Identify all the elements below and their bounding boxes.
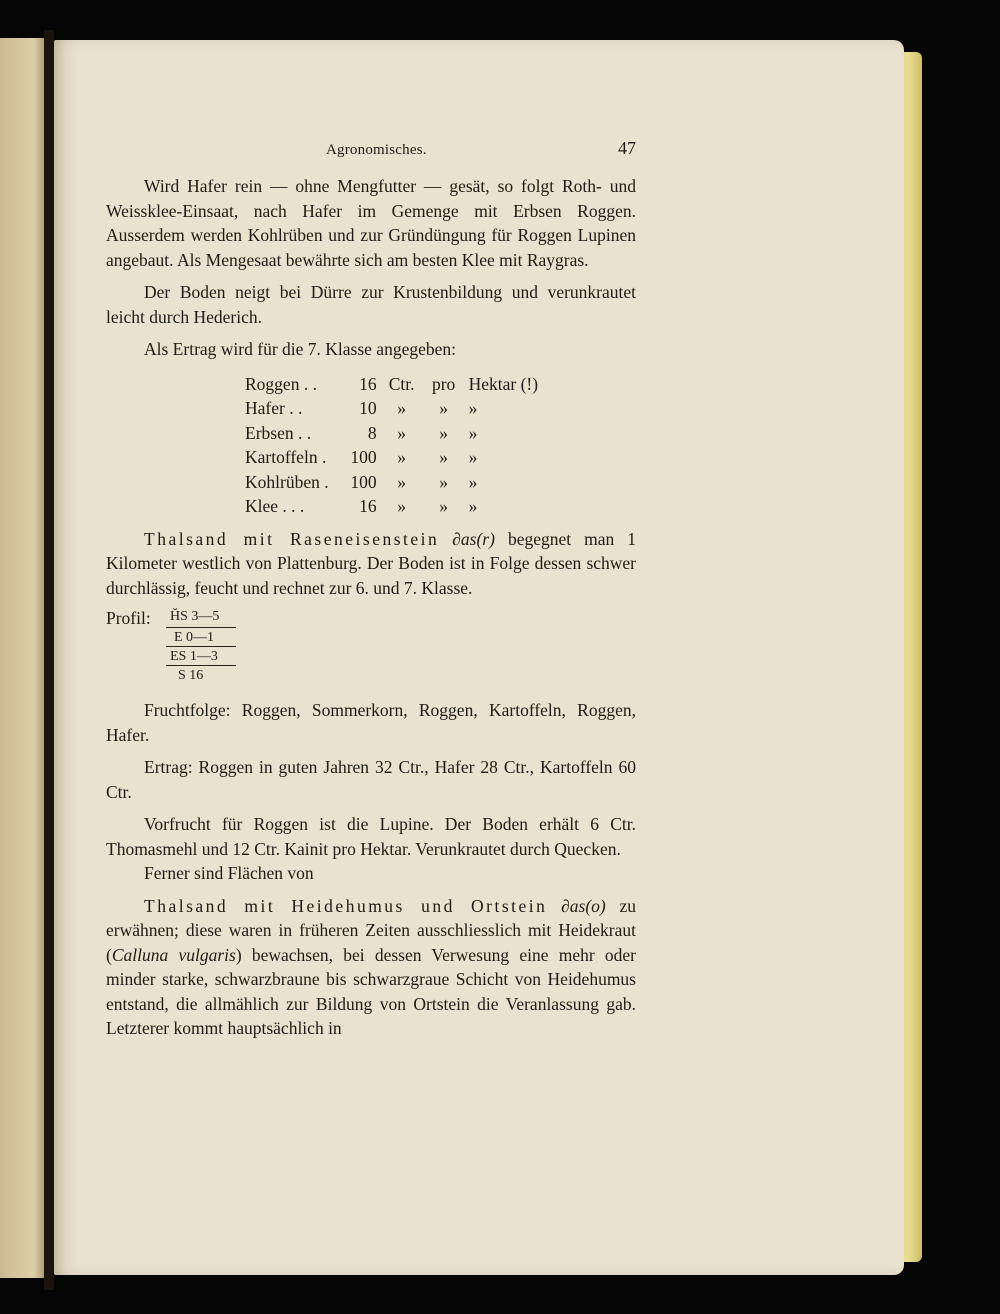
- crop-area: »: [468, 398, 478, 418]
- section-text: begegnet man 1 Kilometer westlich von Plattenburg. Der Boden ist in Folge dessen schwer durchlässig, feucht und rechnet zur 6. und 7. Klasse.: [106, 528, 636, 598]
- running-head: Agronomisches.: [326, 142, 427, 158]
- profile-label: Profil:: [106, 608, 151, 628]
- profile-layer: E 0—1: [174, 630, 215, 645]
- soil-symbol: ∂as(o): [561, 895, 606, 916]
- paragraph-fruchtwechsel: Wird Hafer rein — ohne Mengfutter — gesät, so folgt Roth- und Weissklee-Einsaat, nach Hafer im Gemenge mit Erbsen Roggen. Ausserdem werden Kohlrüben und zur Gründüngung für Roggen Lupinen angebaut. Als Mengesaat bewährte sich am besten Klee mit Raygras.: [106, 176, 636, 270]
- table-row: [241, 494, 542, 519]
- crop-name: Kohlrüben .: [245, 471, 329, 492]
- soil-symbol: ∂as(r): [452, 528, 495, 549]
- profile-layer: ES 1—3: [170, 649, 218, 664]
- latin-name: Calluna vulgaris: [111, 944, 236, 965]
- table-row: [241, 421, 542, 446]
- profile-layer: S 16: [178, 668, 204, 683]
- book-gutter: [44, 30, 54, 1290]
- paragraph-raseneisenstein: [106, 527, 636, 601]
- crop-per: »: [439, 398, 448, 418]
- page-content: [106, 138, 636, 1041]
- page-header: [106, 138, 636, 162]
- page-number: 47: [618, 138, 636, 158]
- crop-per: »: [439, 447, 448, 467]
- crop-unit: »: [397, 471, 406, 492]
- crop-name: Klee . . .: [245, 496, 305, 516]
- crop-area: »: [468, 471, 478, 492]
- profile-rule: [166, 665, 236, 666]
- section-text: ) bewachsen, bei dessen Verwesung eine mehr oder minder starke, schwarzbraune bis schwarzgraue Schicht von Heidehumus entstand, die allmählich zur Bildung von Ortstein die Veranlassung gab. Letzterer kommt hauptsächlich in: [106, 944, 636, 1038]
- paragraph-vorfrucht: Vorfrucht für Roggen ist die Lupine. Der Boden erhält 6 Ctr. Thomasmehl und 12 Ctr. Kainit pro Hektar. Verunkrautet durch Quecken.: [106, 814, 636, 859]
- profile-rule: [166, 646, 236, 647]
- crop-per: »: [439, 422, 448, 443]
- crop-name: Erbsen . .: [245, 422, 312, 443]
- section-heading-heidehumus: Thalsand mit Heidehumus und Ortstein: [144, 895, 548, 916]
- crop-per: »: [439, 471, 448, 492]
- table-row: [241, 396, 542, 421]
- paragraph-heidehumus: [106, 894, 636, 1041]
- crop-amount: 16: [359, 496, 377, 516]
- paragraph-fruchtfolge: Fruchtfolge: Roggen, Sommerkorn, Roggen, Kartoffeln, Roggen, Hafer.: [106, 700, 636, 745]
- crop-name: Roggen . .: [245, 373, 317, 394]
- crop-amount: 16: [359, 373, 377, 394]
- crop-area: »: [468, 447, 478, 467]
- left-page-edge: [0, 38, 48, 1278]
- profile-layer: H̆S 3—5: [170, 609, 220, 624]
- table-row: [241, 445, 542, 470]
- crop-unit: »: [397, 398, 406, 418]
- crop-area: »: [468, 422, 478, 443]
- crop-amount: 10: [359, 398, 377, 418]
- table-row: [241, 372, 542, 397]
- crop-per: »: [439, 496, 448, 516]
- crop-name: Kartoffeln .: [245, 447, 327, 467]
- paragraph-ertrag-intro: Als Ertrag wird für die 7. Klasse angegeben:: [144, 339, 456, 359]
- section-heading-raseneisenstein: Thalsand mit Raseneisenstein: [144, 528, 440, 549]
- crop-unit: Ctr.: [388, 373, 415, 394]
- table-row: [241, 470, 542, 495]
- profile-rule: [166, 627, 236, 628]
- section-text: zu erwähnen; diese waren in früheren Zeiten ausschliesslich mit Heidekraut (: [106, 895, 637, 965]
- paragraph-ertrag: Ertrag: Roggen in guten Jahren 32 Ctr., Hafer 28 Ctr., Kartoffeln 60 Ctr.: [106, 757, 636, 802]
- crop-unit: »: [397, 496, 406, 516]
- paragraph-boden: Der Boden neigt bei Dürre zur Krustenbildung und verunkrautet leicht durch Hederich.: [106, 282, 636, 327]
- crop-amount: 100: [350, 447, 377, 467]
- soil-profile: [106, 606, 636, 692]
- crop-name: Hafer . .: [245, 398, 303, 418]
- crop-amount: 100: [350, 471, 377, 492]
- paragraph-ferner: Ferner sind Flächen von: [144, 863, 314, 883]
- crop-unit: »: [397, 422, 406, 443]
- crop-per: pro: [431, 373, 456, 394]
- crop-area: Hektar (!): [468, 373, 539, 394]
- crop-area: »: [468, 496, 478, 516]
- crop-unit: »: [397, 447, 406, 467]
- crop-amount: 8: [367, 422, 377, 443]
- yield-table: [241, 372, 542, 519]
